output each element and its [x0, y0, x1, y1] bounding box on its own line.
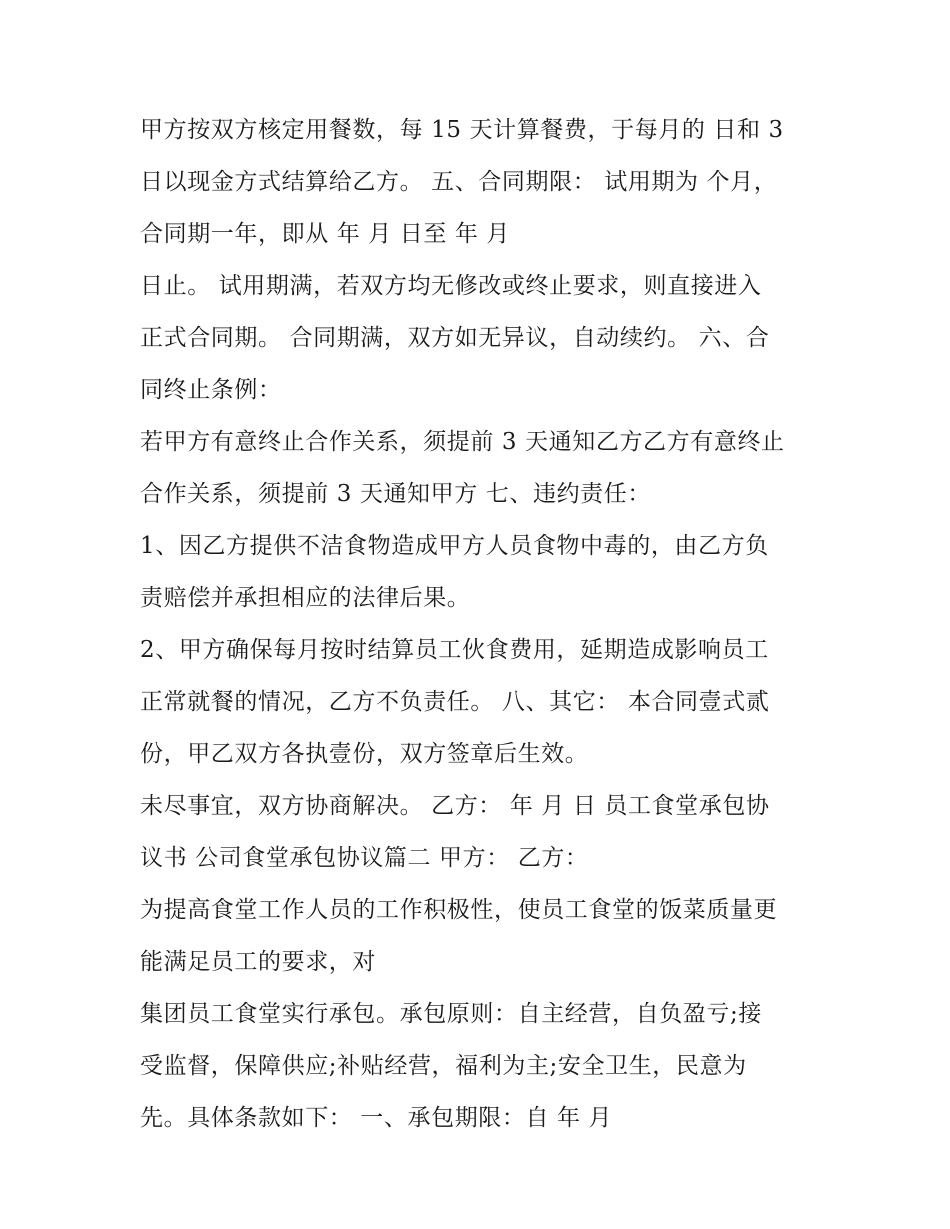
text-line: 合作关系，须提前 3 天通知甲方 七、违约责任：	[140, 481, 651, 507]
text-line: 甲方按双方核定用餐数，每 15 天计算餐费，于每月的 日和 3	[140, 117, 784, 143]
text-line: 先。具体条款如下： 一、承包期限：自 年 月	[140, 1105, 613, 1131]
text-line: 日止。 试用期满，若双方均无修改或终止要求，则直接进入	[140, 273, 762, 299]
text-line: 为提高食堂工作人员的工作积极性，使员工食堂的饭菜质量更	[140, 897, 778, 923]
text-line: 受监督，保障供应;补贴经营，福利为主;安全卫生，民意为	[140, 1053, 747, 1079]
text-line: 日以现金方式结算给乙方。 五、合同期限： 试用期为 个月，	[140, 169, 778, 195]
text-line: 正式合同期。 合同期满，双方如无异议，自动续约。 六、合	[140, 325, 770, 351]
text-line: 2、甲方确保每月按时结算员工伙食费用，延期造成影响员工	[140, 637, 769, 663]
text-line: 若甲方有意终止合作关系，须提前 3 天通知乙方乙方有意终止	[140, 429, 785, 455]
text-line: 份，甲乙双方各执壹份，双方签章后生效。	[140, 741, 589, 767]
text-line: 正常就餐的情况，乙方不负责任。 八、其它： 本合同壹式贰	[140, 689, 770, 715]
text-line: 合同期一年，即从 年 月 日至 年 月	[140, 221, 510, 247]
text-line: 同终止条例：	[140, 377, 282, 403]
text-line: 1、因乙方提供不洁食物造成甲方人员食物中毒的，由乙方负	[140, 533, 769, 559]
text-line: 集团员工食堂实行承包。承包原则：自主经营，自负盈亏;接	[140, 1001, 762, 1027]
text-line: 能满足员工的要求，对	[140, 949, 376, 975]
text-line: 未尽事宜，双方协商解决。 乙方： 年 月 日 员工食堂承包协	[140, 793, 770, 819]
text-line: 责赔偿并承担相应的法律后果。	[140, 585, 471, 611]
text-line: 议书 公司食堂承包协议篇二 甲方： 乙方：	[140, 845, 589, 871]
